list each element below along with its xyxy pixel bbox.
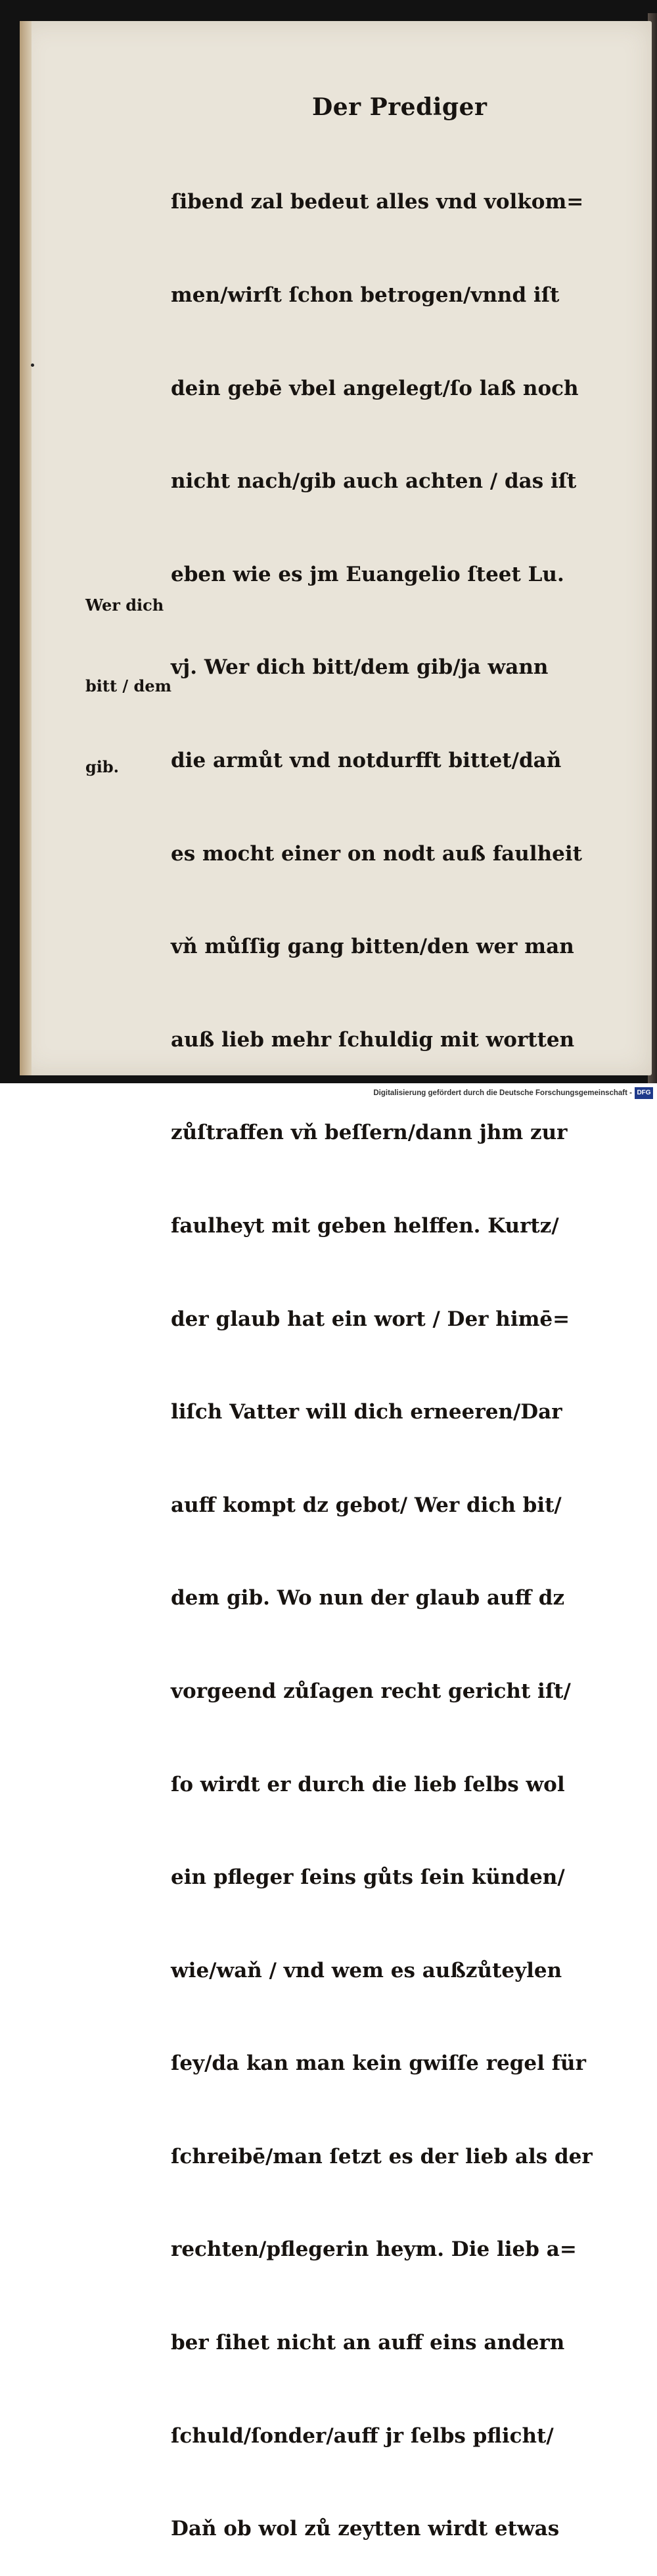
text-line: auß lieb mehr ſchuldig mit wortten [171,1027,575,1052]
marginal-note-line: Wer dich [85,596,164,615]
body-text [171,125,644,2576]
marginal-note [85,538,171,807]
text-line: ſey/da kan man kein gwiſſe regel für [171,2051,586,2076]
text-line: es mocht einer on nodt auß faulheit [171,841,582,866]
text-line: nicht nach/gib auch achten / das iſt [171,469,577,494]
text-line: Daň ob wol zů zeytten wirdt etwas [171,2517,560,2541]
text-line: ber ſihet nicht an auff eins andern [171,2331,565,2355]
text-line: dem gib. Wo nun der glaub auff dz [171,1586,565,1610]
running-head: Der Prediger [312,93,487,121]
text-line: auff kompt dz gebot/ Wer dich bit/ [171,1493,562,1517]
text-line: ſchreibē/man ſetzt es der lieb als der [171,2144,593,2168]
text-line: vorgeend zůſagen recht gericht iſt/ [171,1679,571,1703]
text-line: der glaub hat ein wort / Der himē= [171,1307,570,1331]
text-line: vj. Wer dich bitt/dem gib/ja wann [171,655,549,680]
text-line: ein pfleger ſeins gůts ſein künden/ [171,1865,565,1890]
text-line: ſo wirdt er durch die lieb ſelbs wol [171,1772,565,1796]
text-line: ſibend zal bedeut alles vnd volkom= [171,190,584,214]
page-gutter [20,21,32,1075]
funding-credit: Digitalisierung gefördert durch die Deutsche Forschungsgemeinschaft - [373,1089,632,1097]
text-line: wie/waň / vnd wem es außzůteylen [171,1958,562,1982]
text-line: faulheyt mit geben helffen. Kurtz/ [171,1213,559,1238]
text-line: men/wirſt ſchon betrogen/vnnd iſt [171,283,560,307]
text-line: ſchuld/ſonder/auff jr ſelbs pflicht/ [171,2424,554,2448]
text-line: zůſtraffen vň beſſern/dann jhm zur [171,1121,568,1145]
text-line: rechten/pflegerin heym. Die lieb a= [171,2237,577,2262]
text-line: dein gebē vbel angelegt/ſo laß noch [171,376,579,400]
text-line: vň můſſig gang bitten/den wer man [171,935,574,959]
marginal-note-line: bitt / dem [85,676,171,695]
text-line: die armůt vnd notdurfft bittet/daň [171,748,562,772]
text-line: eben wie es jm Euangelio ſteet Lu. [171,562,564,586]
ink-mark [31,363,34,367]
marginal-note-line: gib. [85,757,120,776]
text-line: liſch Vatter will dich erneeren/Dar [171,1400,562,1424]
dfg-logo: DFG [635,1087,653,1099]
